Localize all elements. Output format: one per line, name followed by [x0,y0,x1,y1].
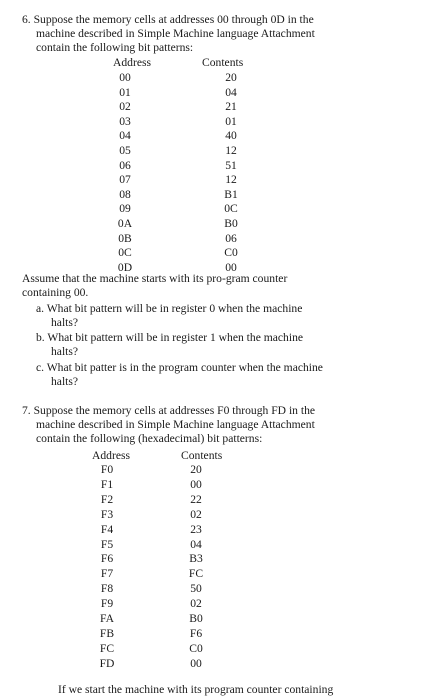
q6-part-c-line-1: c. What bit patter is in the program counter when the machine [36,361,323,374]
q6-address-cell: 0D [117,260,133,274]
q7-intro-line-2: machine described in Simple Machine language Attachment [36,418,315,431]
q6-contents-cell: 06 [225,231,237,245]
q6-address-cell: 02 [119,100,131,114]
q6-address-cell: 06 [119,158,131,172]
q6-part-a-line-2: halts? [51,316,79,329]
q6-assumption-line-1: Assume that the machine starts with its pro-gram counter [22,272,288,285]
q6-contents-cell: 01 [225,114,237,128]
q6-contents-cell: C0 [224,246,238,260]
q7-address-cell: FA [100,612,114,625]
q6-part-a-line-1: a. What bit pattern will be in register 0 when the machine [36,302,303,315]
q7-contents-cell: 00 [190,656,202,670]
q7-contents-cell: 20 [190,463,202,476]
q7-address-cell: F5 [100,537,114,551]
q6-contents-cell: 51 [225,158,237,172]
q6-intro-line-1: 6. Suppose the memory cells at addresses 00 through 0D in the [22,13,314,26]
q7-intro-line-1: 7. Suppose the memory cells at addresses F0 through FD in the [22,404,316,417]
q7-address-cell: F8 [100,582,114,596]
q7-contents-header: Contents [181,449,223,462]
q7-contents-cell: 22 [190,492,202,506]
q7-address-cell: F7 [100,567,114,581]
q6-contents-header: Contents [202,56,244,69]
q7-contents-cell: 23 [190,522,202,536]
q6-address-cell: 07 [119,173,131,187]
q6-contents-cell: 0C [224,202,238,216]
q7-address-cell: FD [99,656,115,670]
q6-assumption-line-2: containing 00. [22,286,89,299]
q7-address-cell: F9 [100,597,114,611]
q7-contents-cell: 00 [190,477,202,491]
q7-contents-cell: 02 [190,507,202,521]
q7-intro-line-3: contain the following (hexadecimal) bit patterns: [36,432,263,445]
q7-contents-cell: B3 [189,552,203,566]
q6-contents-cell: 40 [225,129,237,143]
q6-part-b-line-1: b. What bit pattern will be in register 1 when the machine [36,331,304,344]
q6-contents-cell: 04 [225,85,237,99]
q6-part-b-line-2: halts? [51,345,79,358]
q7-contents-cell: 04 [190,537,202,551]
q7-contents-cell: F6 [189,626,203,640]
q6-contents-cell: B0 [224,217,238,230]
q7-contents-cell: 50 [190,582,202,596]
q7-address-cell: F0 [100,463,114,476]
q6-contents-cell: 21 [225,100,237,114]
q6-address-cell: 05 [119,144,131,157]
q6-address-cell: 01 [119,85,131,99]
q7-address-cell: F2 [100,492,114,506]
q7-address-cell: FC [99,641,115,655]
q6-part-c-line-2: halts? [51,375,79,388]
q6-address-cell: 04 [119,129,131,143]
q7-contents-cell: B0 [189,612,203,625]
q7-contents-cell: C0 [189,641,203,655]
q6-address-cell: 08 [119,187,131,201]
q7-address-cell: F4 [100,522,114,536]
q6-address-cell: 03 [119,114,131,128]
q6-contents-cell: 12 [225,144,237,157]
q7-address-cell: F3 [100,507,114,521]
q6-contents-cell: 20 [225,71,237,84]
q6-contents-cell: B1 [224,187,238,201]
q6-address-cell: 09 [119,202,131,216]
q7-address-header: Address [92,449,130,462]
q7-address-cell: F6 [100,552,114,566]
q6-contents-cell: 00 [225,260,237,274]
q6-address-cell: 00 [119,71,131,84]
q6-address-cell: 0C [118,246,132,260]
q6-address-cell: 0B [118,231,132,245]
q6-address-cell: 0A [117,217,133,230]
q7-address-cell: F1 [100,477,114,491]
q6-intro-line-3: contain the following bit patterns: [36,41,194,54]
q6-address-header: Address [113,56,151,69]
q7-address-cell: FB [99,626,115,640]
q6-intro-line-2: machine described in Simple Machine language Attachment [36,27,315,40]
q7-contents-cell: FC [188,567,204,581]
q7-trailing-line: If we start the machine with its program counter containing [58,683,334,696]
q6-contents-cell: 12 [225,173,237,187]
q7-contents-cell: 02 [190,597,202,611]
